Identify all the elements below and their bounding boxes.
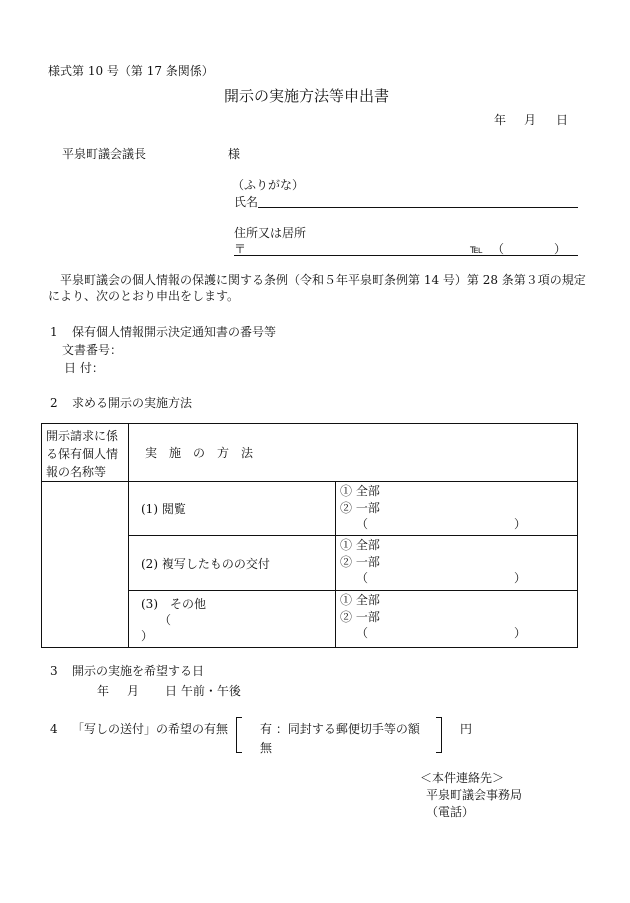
header-col1-line3: 報の名称等 <box>46 465 107 479</box>
section1-number: 1 <box>50 325 58 339</box>
info-name-cell[interactable] <box>42 482 129 648</box>
section2-title: 求める開示の実施方法 <box>72 396 193 410</box>
header-col1-line1: 開示請求に係 <box>46 429 119 443</box>
tel-open-paren: （ <box>492 242 505 256</box>
form-number: 様式第 10 号（第 17 条関係） <box>48 64 214 78</box>
option-part-2[interactable]: ② 一部 <box>340 555 380 569</box>
contact-heading: ＜本件連絡先＞ <box>420 771 505 785</box>
tel-close-paren: ） <box>554 242 567 256</box>
tel-label: ℡ <box>470 242 483 256</box>
section3-number: 3 <box>50 664 58 678</box>
method-other-paren-close: ） <box>141 629 154 643</box>
option-paren-close-3: ） <box>514 626 527 640</box>
option-paren-open-1: （ <box>356 517 369 531</box>
body-text-line-2: により、次のとおり申出をします。 <box>48 289 240 303</box>
method-label-3: (3) その他 <box>141 597 206 611</box>
yen-unit: 円 <box>460 722 473 736</box>
header-method-cell <box>129 424 578 482</box>
method-label-1: (1) 閲覧 <box>141 502 186 516</box>
option-part-1[interactable]: ② 一部 <box>340 501 380 515</box>
option-paren-open-2: （ <box>356 571 369 585</box>
section2-number: 2 <box>50 396 58 410</box>
section1-date-label: 日 付： <box>64 361 104 375</box>
month-label: 月 <box>524 113 537 127</box>
name-label: 氏名 <box>234 195 259 209</box>
section3-month: 月 <box>127 684 140 698</box>
option-cell-1[interactable] <box>336 482 578 536</box>
address-label: 住所又は居所 <box>234 226 307 240</box>
header-method-label: 実 施 の 方 法 <box>145 446 254 460</box>
header-col1-line2: る保有個人情 <box>46 447 119 461</box>
address-field-underline[interactable] <box>234 255 578 256</box>
name-field-underline[interactable] <box>258 207 578 208</box>
header-info-name-cell <box>42 424 129 482</box>
year-label: 年 <box>494 113 507 127</box>
section3-day-ampm: 日 午前・午後 <box>165 684 241 698</box>
option-all-1[interactable]: ① 全部 <box>340 484 380 498</box>
disclosure-method-table <box>41 423 578 648</box>
postal-mark: 〒 <box>234 242 247 256</box>
day-label: 日 <box>556 113 569 127</box>
left-bracket <box>236 717 242 753</box>
section1-title: 保有個人情報開示決定通知書の番号等 <box>72 325 277 339</box>
doc-number-label: 文書番号： <box>62 343 123 357</box>
send-option-no[interactable]: 無 <box>260 741 273 755</box>
method-other-paren-open: （ <box>159 613 172 627</box>
section4-number: 4 <box>50 722 58 736</box>
right-bracket <box>436 717 442 753</box>
section4-title: 「写しの送付」の希望の有無 <box>72 722 229 736</box>
furigana-label: （ふりがな） <box>232 178 305 192</box>
option-part-3[interactable]: ② 一部 <box>340 610 380 624</box>
contact-phone: （電話） <box>426 805 475 819</box>
option-cell-2[interactable] <box>336 536 578 591</box>
contact-office: 平泉町議会事務局 <box>426 788 523 802</box>
option-paren-close-1: ） <box>514 517 527 531</box>
section3-title: 開示の実施を希望する日 <box>72 664 205 678</box>
method-cell-1 <box>129 482 336 536</box>
addressee-honorific: 様 <box>228 147 241 161</box>
page-title: 開示の実施方法等申出書 <box>224 87 390 105</box>
option-all-3[interactable]: ① 全部 <box>340 593 380 607</box>
method-label-2: (2) 複写したものの交付 <box>141 556 270 571</box>
method-cell-3 <box>129 591 336 648</box>
option-cell-3[interactable] <box>336 591 578 648</box>
send-option-yes[interactable]: 有 ：同封する郵便切手等の額 <box>260 722 420 736</box>
option-paren-open-3: （ <box>356 626 369 640</box>
section3-year: 年 <box>97 684 110 698</box>
option-paren-close-2: ） <box>514 571 527 585</box>
addressee-name: 平泉町議会議長 <box>62 147 147 161</box>
body-text-line-1: 平泉町議会の個人情報の保護に関する条例（令和５年平泉町条例第 14 号）第 28 条第３項の規定 <box>60 273 586 287</box>
method-cell-2 <box>129 536 336 591</box>
option-all-2[interactable]: ① 全部 <box>340 538 380 552</box>
